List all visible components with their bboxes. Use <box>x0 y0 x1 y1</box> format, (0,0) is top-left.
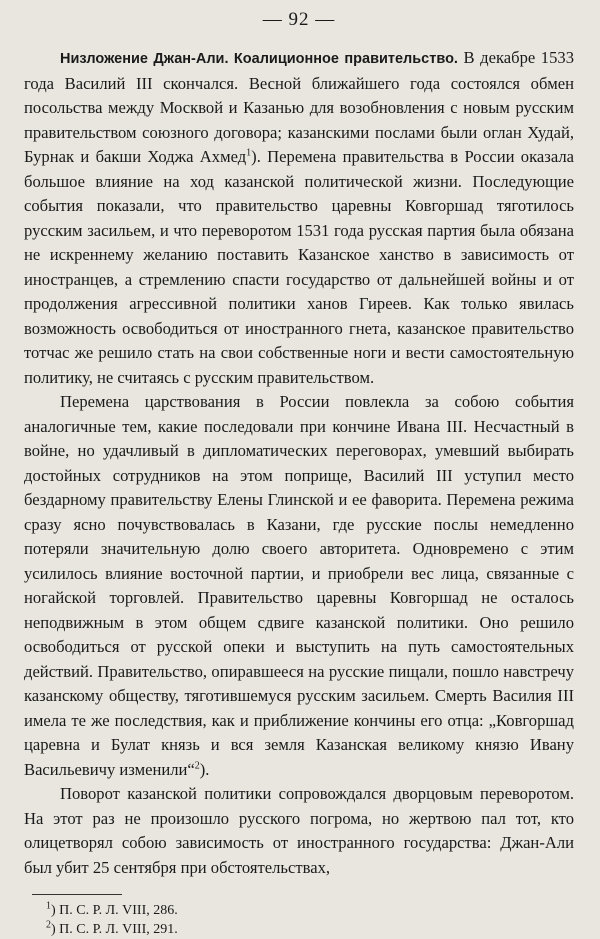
footnote <box>46 920 574 939</box>
paragraph <box>24 46 574 390</box>
footnote-text: ) П. С. Р. Л. VIII, 286. <box>51 903 178 918</box>
footnote-text: ) П. С. Р. Л. VIII, 291. <box>51 922 178 937</box>
footnotes <box>24 901 574 939</box>
paragraph <box>24 390 574 782</box>
page-number: — 92 — <box>262 9 336 30</box>
footnote-divider <box>32 894 122 895</box>
main-text <box>24 46 574 880</box>
footnote <box>46 901 574 920</box>
paragraph-text: Перемена царствования в России повлекла за собою события аналогичные тем, какие последовали при кончине Ивана III. Несчастный в войне, но удачливый в дипломатических переговорах, умевший выбирать достойных сотрудников на этом поприще, Василий III уступил место бездарному правительству Елены Глинской и ее фаворита. Перемена режима сразу ясно почувствовалась в Казани, где русские послы немедленно потеряли значительную долю своего авторитета. Одновремено с этим усилилось влияние восточной партии, и приобрели вес лица, связанные с ногайской торговлей. Правительство царевны Ковгоршад не осталось неподвижным в этом общем сдвиге казанской политики. Оно решило освободиться от русской опеки и выступить на путь самостоятельных действий. Правительство, опиравшееся на русские пищали, пошло навстречу казанскому обществу, тяготившемуся русским засильем. Смерть Василия III имела те же последствия, как и приближение кончины его отца: „Ковгоршад царевна и Булат князь и вся земля Казанская великому князю Ивану Васильевичу изменили“ <box>24 392 574 779</box>
paragraph <box>24 782 574 880</box>
footnote-mark: 1 <box>46 900 51 912</box>
paragraph-text: ). Перемена правительства в России оказала большое влияние на ход казанской политической жизни. Последующие события показали, что правительство царевны Ковгоршад тяготилось русским засильем, и что переворотом 1531 года русская партия была обязана не искреннему желанию поставить Казанское ханство в зависимость от иностранцев, а стремлению спасти государство от дальнейшей войны и от продолжения агрессивной политики ханов Гиреев. Как только явилась возможность освободиться от иностранного гнета, казанское правительство тотчас же решило стать на свои собственные ноги и вести самостоятельную политику, не считаясь с русским правительством. <box>24 147 574 387</box>
paragraph-text: ). <box>199 759 210 779</box>
paragraph-text: Поворот казанской политики сопровождался дворцовым переворотом. На этот раз не произошло русского погрома, но жертвою пал тот, кто олицетворял собою зависимость от иностранного государства: Джан-Али был убит 25 сентября при обстоятельствах, <box>24 784 574 877</box>
footnote-ref: 1 <box>246 147 252 159</box>
paragraph-text: В декабре 1533 года Василий III скончался. Весной ближайшего года состоялся обмен посольства между Москвой и Казанью для возобновления с новым русским правительством союзного договора; казанскими послами были оглан Худай, Бурнак и бакши Ходжа Ахмед <box>24 48 574 166</box>
section-heading: Низложение Джан-Али. Коалиционное правительство. <box>60 51 458 67</box>
footnote-mark: 2 <box>46 919 51 931</box>
footnote-ref: 2 <box>194 759 200 771</box>
